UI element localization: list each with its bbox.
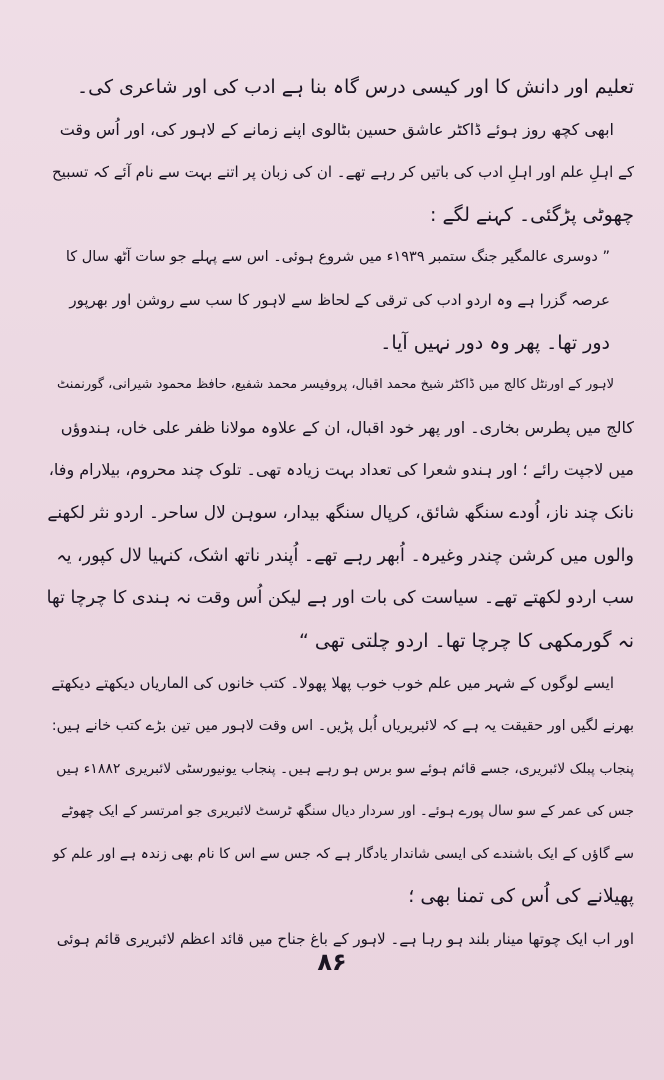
paragraph-line: پھیلانے کی اُس کی تمنا بھی ؛ bbox=[408, 885, 634, 908]
paragraph-line: تعلیم اور دانش کا اور کیسی درس گاہ بنا ہے ادب کی اور شاعری کی۔ bbox=[76, 76, 634, 98]
paragraph-line: پنجاب پبلک لائبریری، جسے قائم ہوئے سو برس ہو رہے ہیں۔ پنجاب یونیورسٹی لائبریری ۱۸۸۲ء ہیں bbox=[56, 760, 634, 777]
paragraph-line: ابھی کچھ روز ہوئے ڈاکٹر عاشق حسین بٹالوی اپنے زمانے کے لاہور کی، اور اُس وقت bbox=[59, 119, 614, 139]
quotation-line: عرصہ گزرا ہے وہ اردو ادب کی ترقی کے لحاظ سے لاہور کا سب سے روشن اور بھرپور bbox=[69, 290, 610, 309]
paragraph-line: نہ گورمکھی کا چرچا تھا۔ اردو چلتی تھی “ bbox=[298, 629, 634, 652]
paragraph-line: لاہور کے اورنٹل کالج میں ڈاکٹر شیخ محمد اقبال، پروفیسر محمد شفیع، حافظ محمود شیرانی، گورنمنٹ bbox=[57, 377, 614, 393]
paragraph-line: سب اردو لکھتے تھے۔ سیاست کی بات اور ہے لیکن اُس وقت نہ ہندی کا چرچا تھا bbox=[46, 588, 634, 609]
quotation-line: ” دوسری عالمگیر جنگ ستمبر ۱۹۳۹ء میں شروع ہوئی۔ اس سے پہلے جو سات آٹھ سال کا bbox=[65, 249, 610, 266]
quotation-line: دور تھا۔ پھر وہ دور نہیں آیا۔ bbox=[380, 331, 610, 354]
paragraph-line: نانک چند ناز، اُودے سنگھ شائق، کرپال سنگھ بیدار، سوہن لال ساحر۔ اردو نثر لکھنے bbox=[47, 502, 634, 523]
paragraph-line: ایسے لوگوں کے شہر میں علم خوب خوب پھلا پھولا۔ کتب خانوں کی الماریاں دیکھتے دیکھتے bbox=[51, 674, 614, 693]
paragraph-line: میں لاجپت رائے ؛ اور ہندو شعرا کی تعداد بہت زیادہ تھی۔ تلوک چند محروم، بیلارام وفا، bbox=[48, 460, 634, 480]
paragraph-line: والوں میں کرشن چندر وغیرہ۔ اُبھر رہے تھے۔ اُپندر ناتھ اشک، کنہیا لال کپور، یہ bbox=[56, 545, 634, 566]
paragraph-line: کے اہلِ علم اور اہلِ ادب کی باتیں کر رہے تھے۔ ان کی زبان پر اتنے بہت سے نام آئے کہ تسبیح bbox=[51, 163, 634, 182]
paragraph-line: جس کی عمر کے سو سال پورے ہوئے۔ اور سردار دیال سنگھ ٹرسٹ لائبریری جو امرتسر کے ایک چھوٹے bbox=[61, 803, 634, 820]
page-body-text bbox=[44, 66, 634, 960]
page-number: ۸۶ bbox=[317, 948, 347, 976]
paragraph-line: کالج میں پطرس بخاری۔ اور پھر خود اقبال، ان کے علاوہ مولانا ظفر علی خاں، ہندوؤں bbox=[60, 417, 634, 437]
paragraph-line: اور اب ایک چوتھا مینار بلند ہو رہا ہے۔ لاہور کے باغ جناح میں قائد اعظم لائبریری قائم ہوئی bbox=[56, 929, 634, 948]
paragraph-line: بھرنے لگیں اور حقیقت یہ ہے کہ لائبریریاں اُبل پڑیں۔ اس وقت لاہور میں تین بڑے کتب خانے ہیں: bbox=[51, 717, 634, 734]
paragraph-line: سے گاؤں کے ایک باشندے کی ایسی شاندار یادگار ہے کہ جس سے اس کا نام بھی زندہ ہے اور علم کو bbox=[52, 845, 634, 862]
paragraph-line: چھوٹی پڑگئی۔ کہنے لگے : bbox=[430, 203, 634, 226]
